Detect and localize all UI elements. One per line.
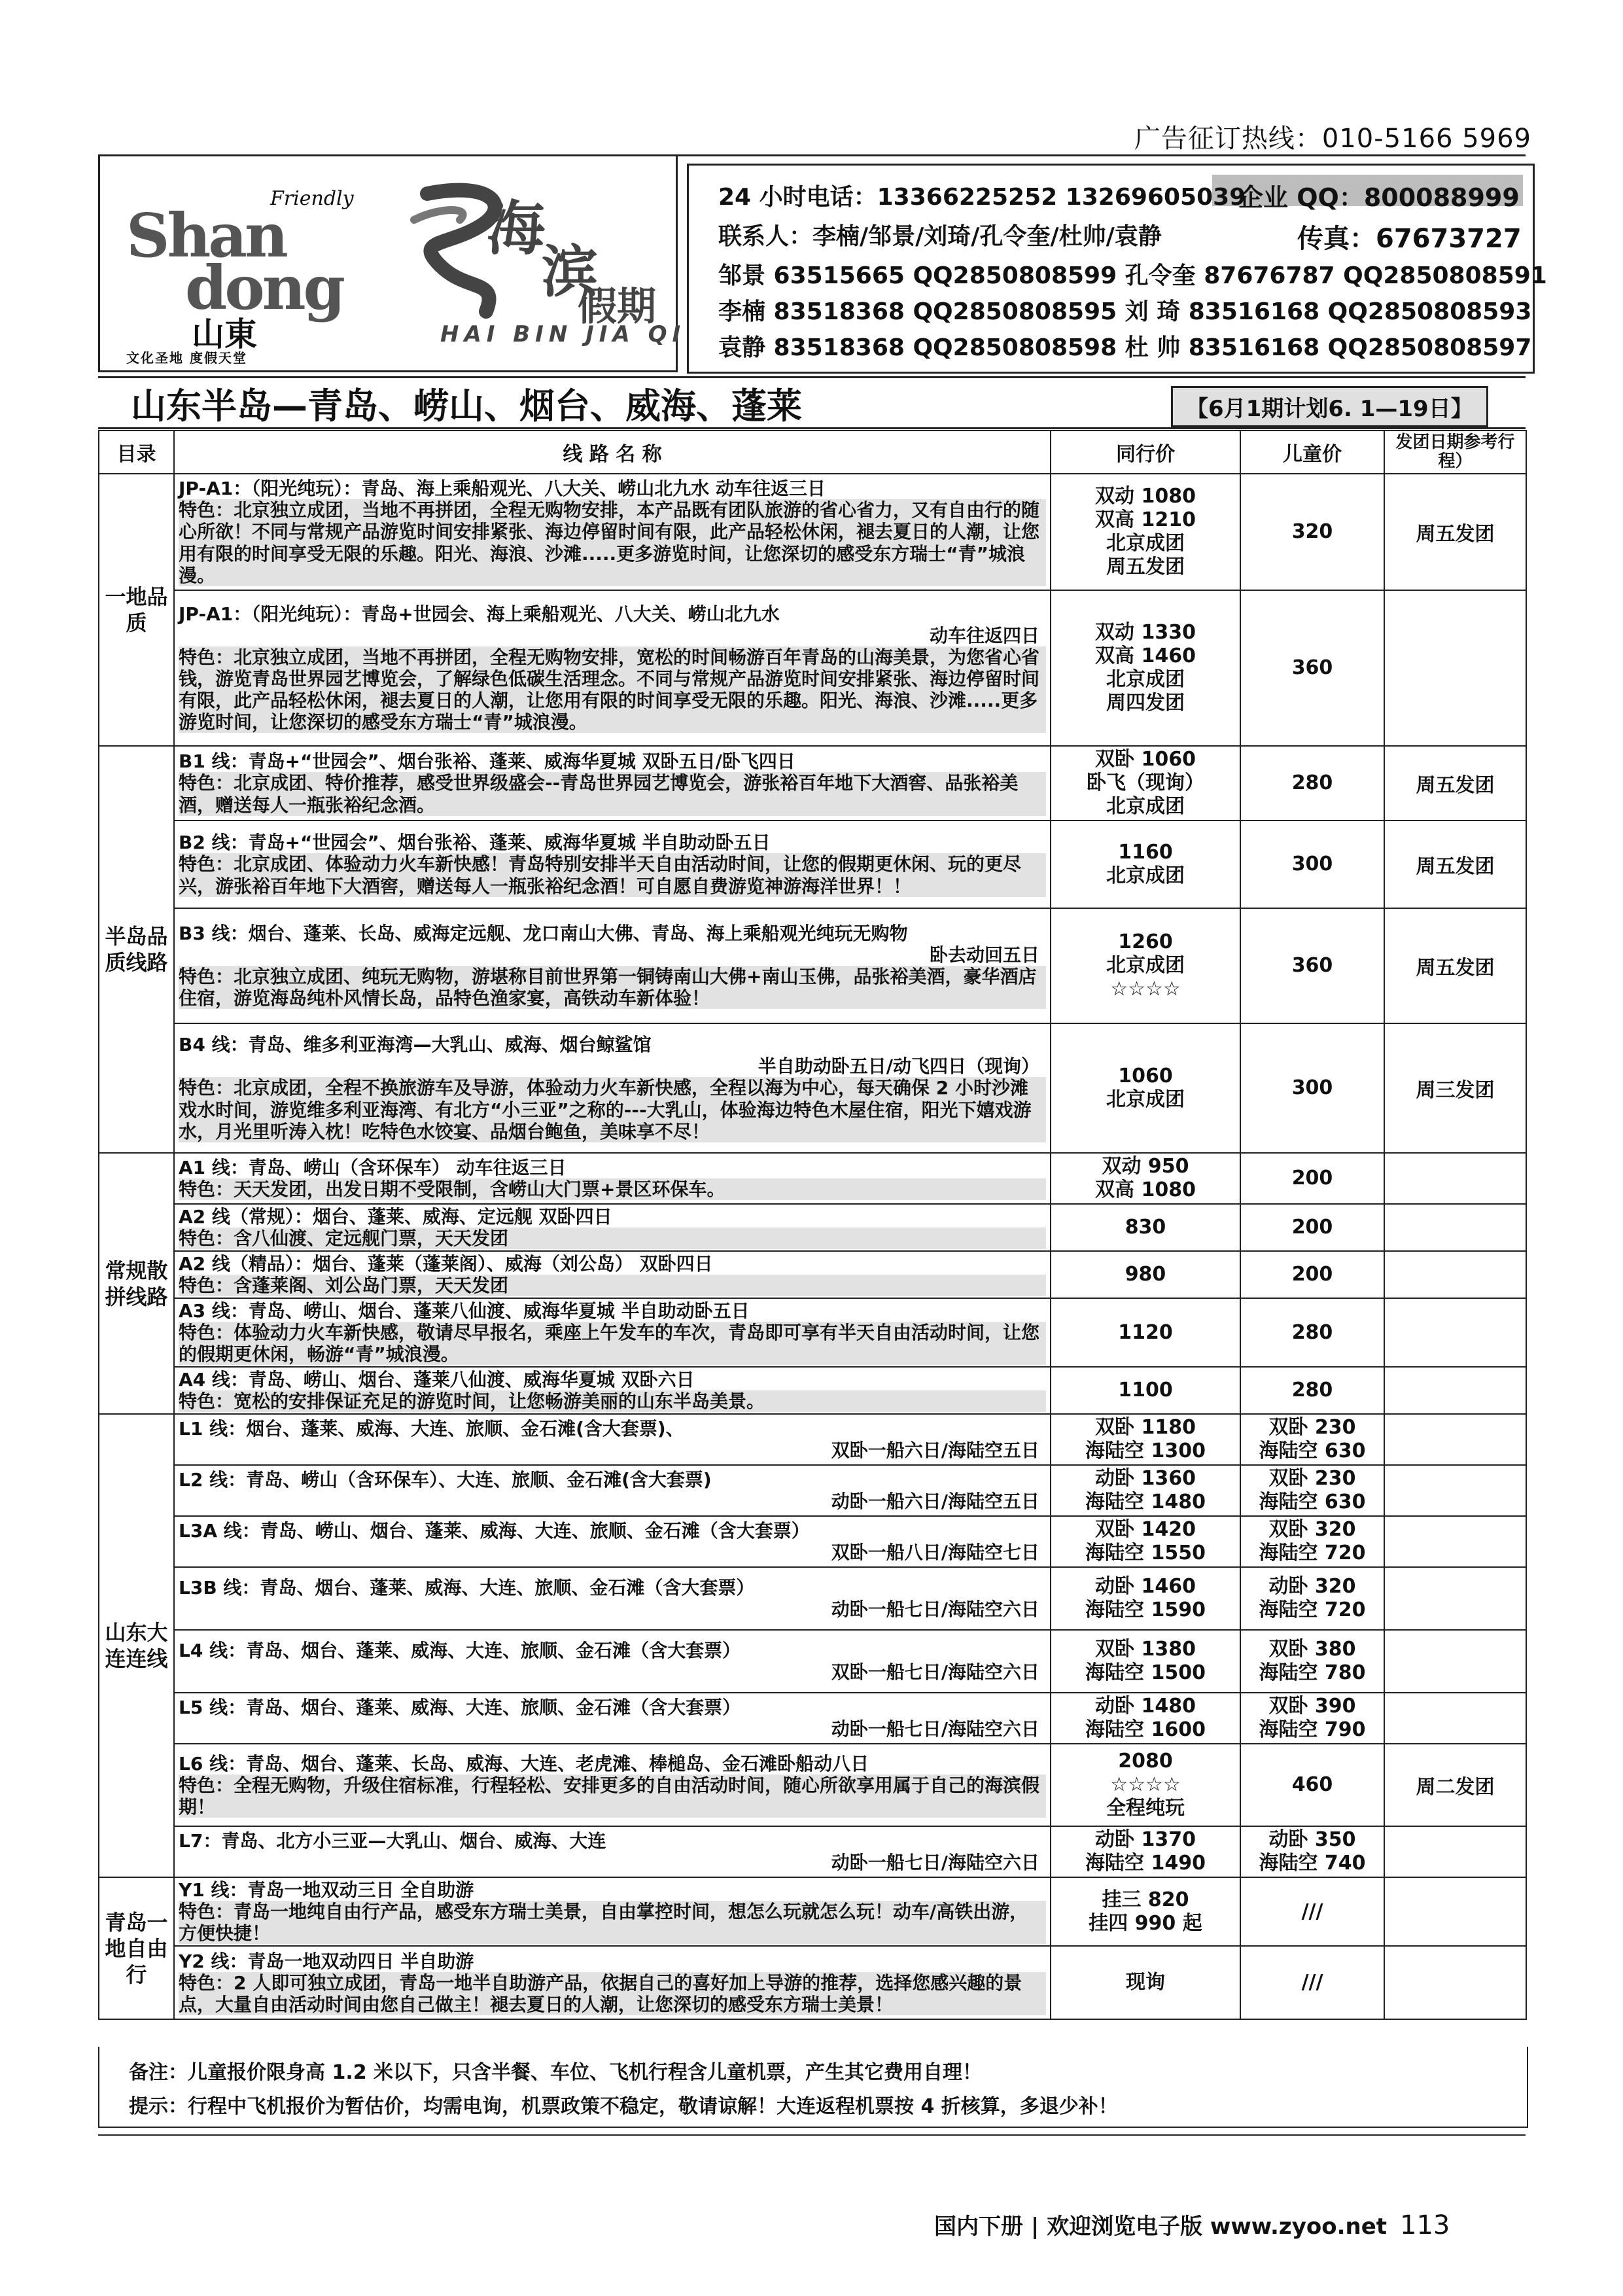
route-description: [174, 590, 1051, 746]
child-price: 200: [1240, 1204, 1384, 1251]
departure-date: 周三发团: [1384, 1023, 1526, 1153]
footer-text: 国内下册 | 欢迎浏览电子版 www.zyoo.net: [934, 2214, 1387, 2240]
route-description: [174, 1826, 1051, 1877]
route-description: [174, 1516, 1051, 1567]
peer-price: 830: [1051, 1204, 1240, 1251]
peer-price: 1120: [1051, 1298, 1240, 1367]
logo-hai: 海: [486, 194, 545, 263]
route-title: A2 线（常规）：烟台、蓬莱、威海、定远舰 双卧四日: [179, 1206, 612, 1227]
phone-line: 24 小时电话：13366225252 13269605039: [718, 184, 1246, 211]
route-description: [174, 1251, 1051, 1298]
note-tip: 提示：行程中飞机报价为暂估价，均需电询，机票政策不稳定，敬请谅解！大连返程机票按 4 折核算，多退少补！: [129, 2095, 1118, 2118]
departure-date: 周五发团: [1384, 474, 1526, 590]
peer-price: 2080 ☆☆☆☆ 全程纯玩: [1051, 1744, 1240, 1826]
route-title: B1 线：青岛+“世园会”、烟台张裕、蓬莱、威海华夏城 双卧五日/卧飞四日: [179, 751, 795, 773]
departure-date: [1384, 1251, 1526, 1298]
table-header-row: [99, 431, 1526, 474]
route-transport: 动卧一船六日/海陆空五日: [831, 1491, 1039, 1513]
logo-bin: 滨: [542, 239, 598, 305]
route-description: [174, 908, 1051, 1023]
departure-date: [1384, 1877, 1526, 1946]
child-price: 双卧 230 海陆空 630: [1240, 1414, 1384, 1465]
route-description: [174, 1204, 1051, 1251]
peer-price: 1260 北京成团 ☆☆☆☆: [1051, 908, 1240, 1023]
route-transport: 动卧一船七日/海陆空六日: [831, 1718, 1039, 1740]
table-row: [99, 1630, 1526, 1693]
table-row: [99, 1251, 1526, 1298]
route-transport: 双卧一船六日/海陆空五日: [831, 1439, 1039, 1462]
table-row: [99, 746, 1526, 821]
departure-date: [1384, 1946, 1526, 2019]
note-remark: 备注：儿童报价限身高 1.2 米以下，只含半餐、车位、飞机行程含儿童机票，产生其它费用自理！: [129, 2061, 983, 2084]
route-title: L4 线：青岛、烟台、蓬莱、威海、大连、旅顺、金石滩（含大套票）: [179, 1640, 741, 1662]
route-feature: 特色：含蓬莱阁、刘公岛门票，天天发团: [179, 1275, 1046, 1296]
route-title: A1 线：青岛、崂山（含环保车） 动车往返三日: [179, 1156, 567, 1178]
child-price: 320: [1240, 474, 1384, 590]
departure-date: [1384, 590, 1526, 746]
table-row: [99, 1693, 1526, 1744]
table-row: [99, 1946, 1526, 2019]
route-feature: 特色：全程无购物，升级住宿标准，行程轻松、安排更多的自由活动时间，随心所欲享用属于自己的海滨假期！: [179, 1775, 1046, 1818]
peer-price: 动卧 1370 海陆空 1490: [1051, 1826, 1240, 1877]
logo-haibin-en: HAI BIN JIA QI: [440, 321, 686, 347]
route-title: B2 线：青岛+“世园会”、烟台张裕、蓬莱、威海华夏城 半自助动卧五日: [179, 832, 771, 854]
logo-dong-text: dong: [185, 253, 343, 323]
peer-price: 双卧 1380 海陆空 1500: [1051, 1630, 1240, 1693]
departure-date: [1384, 1630, 1526, 1693]
route-title: L2 线：青岛、崂山（含环保车）、大连、旅顺、金石滩(含大套票): [179, 1469, 712, 1491]
route-title: L5 线：青岛、烟台、蓬莱、威海、大连、旅顺、金石滩（含大套票）: [179, 1697, 741, 1719]
route-title: A3 线：青岛、崂山、烟台、蓬莱八仙渡、威海华夏城 半自助动卧五日: [179, 1300, 750, 1322]
company-qq: 企业 QQ：800088999: [1238, 183, 1520, 212]
child-price: 双卧 390 海陆空 790: [1240, 1693, 1384, 1744]
route-transport: 双卧一船八日/海陆空七日: [831, 1542, 1039, 1564]
route-title: A2 线（精品）：烟台、蓬莱（蓬莱阁）、威海（刘公岛） 双卧四日: [179, 1253, 713, 1275]
peer-price: 1060 北京成团: [1051, 1023, 1240, 1153]
logo-friendly-text: Friendly: [270, 187, 354, 210]
route-feature: 特色：北京独立成团，当地不再拼团，全程无购物安排，本产品既有团队旅游的省心省力，又有自由行的随心所欲！不同与常规产品游览时间安排紧张、海边停留时间有限，此产品轻松休闲，褪去夏日的人潮，让您用有限的时间享受无限的乐趣。阳光、海浪、沙滩.....更多游览时间，让您深切的感受东方瑞士“青”城浪漫。: [179, 499, 1046, 586]
peer-price: 动卧 1480 海陆空 1600: [1051, 1693, 1240, 1744]
peer-price: 1100: [1051, 1367, 1240, 1414]
departure-date: 周五发团: [1384, 746, 1526, 821]
child-price: 200: [1240, 1153, 1384, 1204]
header-child-price: 儿童价: [1240, 431, 1384, 474]
page-number: 113: [1400, 2210, 1450, 2240]
table-row: [99, 1516, 1526, 1567]
route-feature: 特色：体验动力火车新快感，敬请尽早报名，乘座上午发车的车次，青岛即可享有半天自由活动时间，让您的假期更休闲，畅游“青”城浪漫。: [179, 1322, 1046, 1365]
table-row: [99, 821, 1526, 908]
route-description: [174, 1877, 1051, 1946]
route-title: Y1 线：青岛一地双动三日 全自助游: [179, 1879, 474, 1901]
route-description: [174, 1153, 1051, 1204]
table-row: [99, 908, 1526, 1023]
logo-slogan: 文化圣地 度假天堂: [126, 350, 247, 366]
route-description: [174, 1630, 1051, 1693]
table-row: [99, 1298, 1526, 1367]
table-row: [99, 1153, 1526, 1204]
child-price: 双卧 230 海陆空 630: [1240, 1465, 1384, 1516]
route-title: JP-A1：（阳光纯玩）：青岛、海上乘船观光、八大关、崂山北九水 动车往返三日: [179, 478, 826, 500]
header-peer-price: 同行价: [1051, 431, 1240, 474]
contact-panel: [687, 164, 1547, 374]
route-feature: 特色：北京成团、特价推荐，感受世界级盛会--青岛世界园艺博览会，游张裕百年地下大酒窖、品张裕美酒，赠送每人一瓶张裕纪念酒。: [179, 772, 1046, 815]
table-row: [99, 1877, 1526, 1946]
child-price: ///: [1240, 1877, 1384, 1946]
route-description: [174, 746, 1051, 821]
peer-price: 挂三 820 挂四 990 起: [1051, 1877, 1240, 1946]
route-title: B3 线：烟台、蓬莱、长岛、威海定远舰、龙口南山大佛、青岛、海上乘船观光纯玩无购物: [179, 922, 908, 944]
plan-badge: 【6月1期计划6. 1—19日】: [1171, 386, 1488, 427]
child-price: 280: [1240, 1367, 1384, 1414]
peer-price: 动卧 1360 海陆空 1480: [1051, 1465, 1240, 1516]
table-row: [99, 1744, 1526, 1826]
header-route: 线 路 名 称: [174, 431, 1051, 474]
departure-date: [1384, 1693, 1526, 1744]
route-title: L7：青岛、北方小三亚—大乳山、烟台、威海、大连: [179, 1830, 606, 1852]
section-category: 常规散拼线路: [99, 1153, 174, 1414]
header-departure: 发团日期参考行程）: [1384, 431, 1526, 474]
peer-price: 现询: [1051, 1946, 1240, 2019]
routes-table: [98, 430, 1527, 2020]
route-description: [174, 1465, 1051, 1516]
route-feature: 特色：北京成团、体验动力火车新快感！青岛特别安排半天自由活动时间，让您的假期更休闲、玩的更尽兴，游张裕百年地下大酒窖，赠送每人一瓶张裕纪念酒！可自愿自费游览神游海洋世界！！: [179, 853, 1046, 896]
peer-price: 1160 北京成团: [1051, 821, 1240, 908]
logo-shandong-cn: 山東: [192, 315, 257, 353]
fax-number: 传真：67673727: [1297, 224, 1522, 254]
departure-date: [1384, 1465, 1526, 1516]
contact-persons: 联系人：李楠/邹景/刘琦/孔令奎/杜帅/袁静: [718, 223, 1162, 250]
route-description: [174, 1693, 1051, 1744]
logo-shan-text: Shan: [126, 200, 286, 271]
child-price: 双卧 380 海陆空 780: [1240, 1630, 1384, 1693]
section-category: 青岛一地自由行: [99, 1877, 174, 2019]
section-category: 半岛品质线路: [99, 746, 174, 1153]
contact-row-3: 袁静 83518368 QQ2850808598 杜 帅 83516168 QQ2850808597: [718, 334, 1532, 361]
notes-panel: [98, 2047, 1528, 2128]
route-title: L6 线：青岛、烟台、蓬莱、长岛、威海、大连、老虎滩、棒槌岛、金石滩卧船动八日: [179, 1752, 869, 1775]
route-feature: 特色：北京独立成团，当地不再拼团，全程无购物安排，宽松的时间畅游百年青岛的山海美景，为您省心省钱，游览青岛世界园艺博览会，了解绿色低碳生活理念。不同与常规产品游览时间安排紧张、海边停留时间有限，此产品轻松休闲，褪去夏日的人潮，让您用有限的时间享受无限的乐趣。阳光、海浪、沙滩.....更多游览时间，让您深切的感受东方瑞士“青”城浪漫。: [179, 646, 1046, 733]
peer-price: 双动 950 双高 1080: [1051, 1153, 1240, 1204]
child-price: 280: [1240, 746, 1384, 821]
peer-price: 980: [1051, 1251, 1240, 1298]
section-category: 一地品质: [99, 474, 174, 746]
departure-date: [1384, 1567, 1526, 1630]
departure-date: [1384, 1826, 1526, 1877]
route-title: L1 线：烟台、蓬莱、威海、大连、旅顺、金石滩(含大套票)、: [179, 1418, 684, 1440]
section-category: 山东大连连线: [99, 1414, 174, 1877]
route-transport: 动卧一船七日/海陆空六日: [831, 1598, 1039, 1621]
route-title: B4 线：青岛、维多利亚海湾—大乳山、威海、烟台鲸鲨馆: [179, 1034, 652, 1056]
peer-price: 双动 1080 双高 1210 北京成团 周五发团: [1051, 474, 1240, 590]
route-description: [174, 1298, 1051, 1367]
departure-date: [1384, 1204, 1526, 1251]
bottom-rule: [98, 2134, 1526, 2136]
table-row: [99, 1023, 1526, 1153]
peer-price: 双卧 1180 海陆空 1300: [1051, 1414, 1240, 1465]
logo-qi: 期: [617, 284, 656, 330]
child-price: 动卧 350 海陆空 740: [1240, 1826, 1384, 1877]
route-title: Y2 线：青岛一地双动四日 半自助游: [179, 1950, 474, 1972]
table-row: [99, 1414, 1526, 1465]
child-price: 300: [1240, 821, 1384, 908]
shandong-logo: [126, 187, 408, 366]
child-price: 360: [1240, 908, 1384, 1023]
child-price: 460: [1240, 1744, 1384, 1826]
child-price: 双卧 320 海陆空 720: [1240, 1516, 1384, 1567]
route-description: [174, 1946, 1051, 2019]
page-title: 山东半岛—青岛、崂山、烟台、威海、蓬莱: [131, 385, 802, 427]
route-feature: 特色：北京独立成团、纯玩无购物，游堪称目前世界第一铜铸南山大佛+南山玉佛，品张裕美酒，豪华酒店住宿，游览海岛纯朴风情长岛，品特色渔家宴，高铁动车新体验！: [179, 966, 1046, 1009]
route-description: [174, 1414, 1051, 1465]
route-description: [174, 821, 1051, 908]
peer-price: 双动 1330 双高 1460 北京成团 周四发团: [1051, 590, 1240, 746]
route-feature: 特色：2 人即可独立成团，青岛一地半自助游产品，依据自己的喜好加上导游的推荐，选择您感兴趣的景点，大量自由活动时间由您自己做主！褪去夏日的人潮，让您深切的感受东方瑞士美景！: [179, 1972, 1046, 2015]
table-row: [99, 1367, 1526, 1414]
header-category: 目录: [99, 431, 174, 474]
table-row: [99, 1826, 1526, 1877]
route-description: [174, 1023, 1051, 1153]
departure-date: [1384, 1414, 1526, 1465]
haibin-logo: [401, 181, 686, 357]
departure-date: 周五发团: [1384, 821, 1526, 908]
route-feature: 特色：天天发团，出发日期不受限制，含崂山大门票+景区环保车。: [179, 1178, 1046, 1200]
logo-jia: 假: [578, 284, 617, 330]
contact-row-2: 李楠 83518368 QQ2850808595 刘 琦 83516168 QQ2850808593: [718, 298, 1532, 325]
peer-price: 双卧 1420 海陆空 1550: [1051, 1516, 1240, 1567]
contact-row-1: 邹景 63515665 QQ2850808599 孔令奎 87676787 QQ2850808591: [718, 262, 1547, 289]
departure-date: [1384, 1516, 1526, 1567]
child-price: ///: [1240, 1946, 1384, 2019]
route-transport: 双卧一船七日/海陆空六日: [831, 1661, 1039, 1684]
route-title: JP-A1：（阳光纯玩）：青岛+世园会、海上乘船观光、八大关、崂山北九水: [179, 603, 780, 625]
table-row: [99, 1204, 1526, 1251]
route-feature: 特色：宽松的安排保证充足的游览时间，让您畅游美丽的山东半岛美景。: [179, 1390, 1046, 1412]
route-transport: 动车往返四日: [929, 624, 1039, 646]
route-transport: 半自助动卧五日/动飞四日（现询）: [758, 1055, 1039, 1078]
child-price: 300: [1240, 1023, 1384, 1153]
footer: [934, 2208, 1450, 2240]
route-transport: 卧去动回五日: [929, 944, 1039, 966]
table-row: [99, 590, 1526, 746]
table-row: [99, 1465, 1526, 1516]
departure-date: 周五发团: [1384, 908, 1526, 1023]
child-price: 280: [1240, 1298, 1384, 1367]
ad-hotline: 广告征订热线：010-5166 5969: [1134, 124, 1531, 154]
route-description: [174, 1744, 1051, 1826]
departure-date: [1384, 1367, 1526, 1414]
route-feature: 特色：北京成团，全程不换旅游车及导游，体验动力火车新快感，全程以海为中心，每天确保 2 小时沙滩戏水时间，游览维多利亚海湾、有北方“小三亚”之称的---大乳山，体验海边特色木屋住宿，阳光下嬉戏游水，月光里听涛入枕！吃特色水饺宴、品烟台鲍鱼，美味享不尽！: [179, 1077, 1046, 1142]
route-title: L3B 线：青岛、烟台、蓬莱、威海、大连、旅顺、金石滩（含大套票）: [179, 1577, 755, 1599]
route-description: [174, 1367, 1051, 1414]
table-row: [99, 1567, 1526, 1630]
departure-date: [1384, 1153, 1526, 1204]
peer-price: 动卧 1460 海陆空 1590: [1051, 1567, 1240, 1630]
child-price: 动卧 320 海陆空 720: [1240, 1567, 1384, 1630]
child-price: 360: [1240, 590, 1384, 746]
route-description: [174, 474, 1051, 590]
route-title: L3A 线：青岛、崂山、烟台、蓬莱、威海、大连、旅顺、金石滩（含大套票）: [179, 1520, 810, 1542]
route-title: A4 线：青岛、崂山、烟台、蓬莱八仙渡、威海华夏城 双卧六日: [179, 1369, 695, 1391]
child-price: 200: [1240, 1251, 1384, 1298]
route-transport: 动卧一船七日/海陆空六日: [831, 1852, 1039, 1874]
route-feature: 特色：含八仙渡、定远舰门票，天天发团: [179, 1227, 1046, 1249]
route-description: [174, 1567, 1051, 1630]
departure-date: 周二发团: [1384, 1744, 1526, 1826]
table-row: [99, 474, 1526, 590]
departure-date: [1384, 1298, 1526, 1367]
route-feature: 特色：青岛一地纯自由行产品，感受东方瑞士美景，自由掌控时间，想怎么玩就怎么玩！动车/高铁出游，方便快捷！: [179, 1901, 1046, 1944]
peer-price: 双卧 1060 卧飞（现询） 北京成团: [1051, 746, 1240, 821]
logo-panel: [98, 154, 686, 372]
